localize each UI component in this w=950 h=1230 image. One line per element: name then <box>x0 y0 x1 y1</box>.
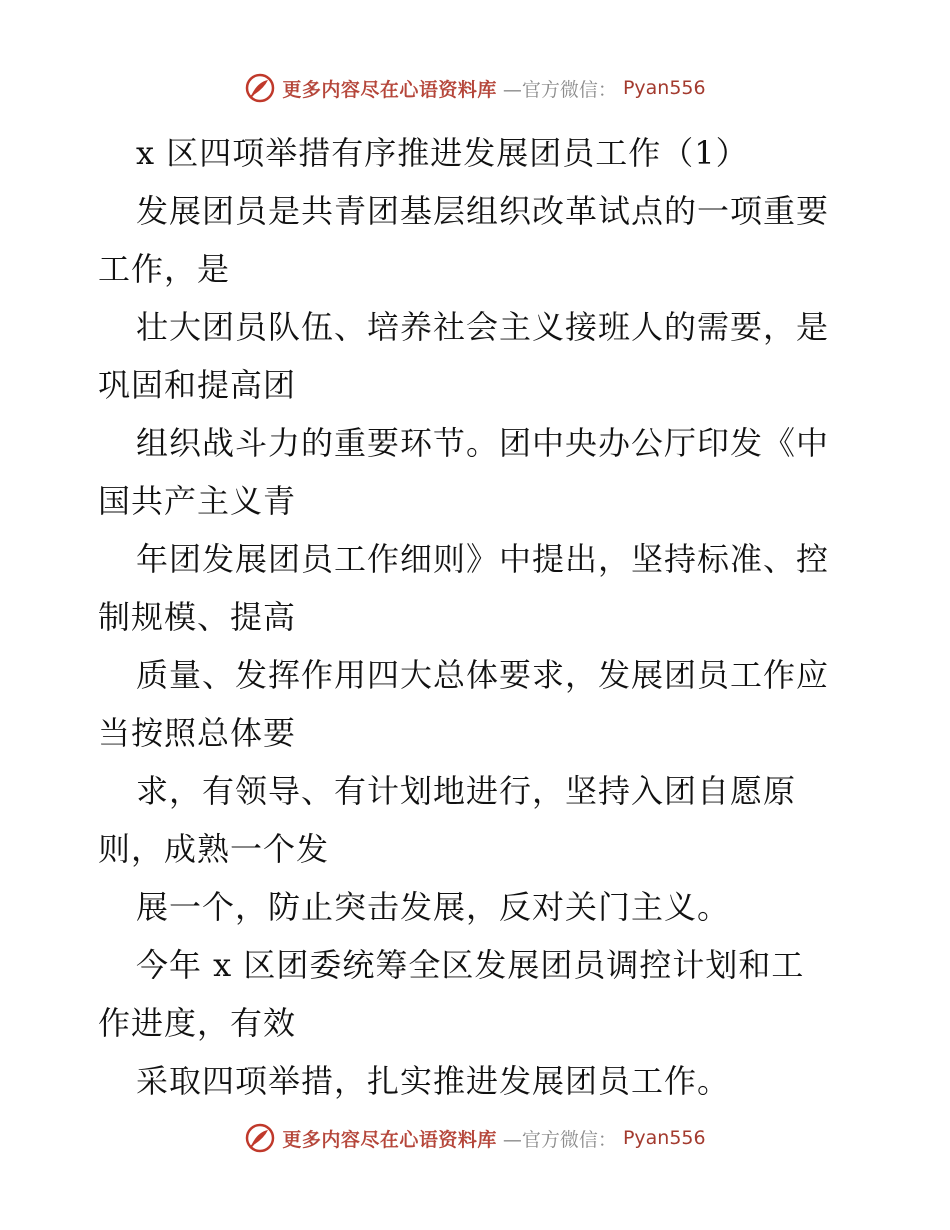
watermark-id: Pyan556 <box>622 1127 706 1149</box>
paragraph-line: 采取四项举措，扎实推进发展团员工作。 <box>136 1062 731 1100</box>
watermark-suffix: —官方微信： <box>502 1128 617 1151</box>
paragraph-line: 年团发展团员工作细则》中提出，坚持标准、控 <box>136 540 830 578</box>
paragraph-line: 工作，是 <box>98 250 231 288</box>
paragraph-line: 发展团员是共青团基层组织改革试点的一项重要 <box>136 192 830 230</box>
paragraph-line: 今年 x 区团委统筹全区发展团员调控计划和工 <box>136 946 805 984</box>
paragraph-line: 组织战斗力的重要环节。团中央办公厅印发《中 <box>136 424 830 462</box>
paragraph-line: 巩固和提高团 <box>98 366 297 404</box>
paragraph-line: 求，有领导、有计划地进行，坚持入团自愿原 <box>136 772 797 810</box>
watermark-id: Pyan556 <box>622 77 706 99</box>
paragraph-line: 国共产主义青 <box>98 482 297 520</box>
paragraph-line: 作进度，有效 <box>98 1004 297 1042</box>
paragraph-line: 制规模、提高 <box>98 598 297 636</box>
paragraph-line: 展一个，防止突击发展，反对关门主义。 <box>136 888 731 926</box>
quill-logo-icon <box>244 72 276 104</box>
document-title: x 区四项举措有序推进发展团员工作（1） <box>136 134 749 172</box>
document-body <box>98 124 858 1110</box>
quill-logo-icon <box>244 1122 276 1154</box>
paragraph-line: 壮大团员队伍、培养社会主义接班人的需要，是 <box>136 308 830 346</box>
paragraph-line: 质量、发挥作用四大总体要求，发展团员工作应 <box>136 656 830 694</box>
paragraph-line: 则，成熟一个发 <box>98 830 330 868</box>
header-watermark <box>0 72 950 104</box>
watermark-suffix: —官方微信： <box>502 78 617 101</box>
footer-watermark <box>0 1122 950 1154</box>
paragraph-line: 当按照总体要 <box>98 714 297 752</box>
watermark-text: 更多内容尽在心语资料库 <box>282 78 497 101</box>
watermark-text: 更多内容尽在心语资料库 <box>282 1128 497 1151</box>
